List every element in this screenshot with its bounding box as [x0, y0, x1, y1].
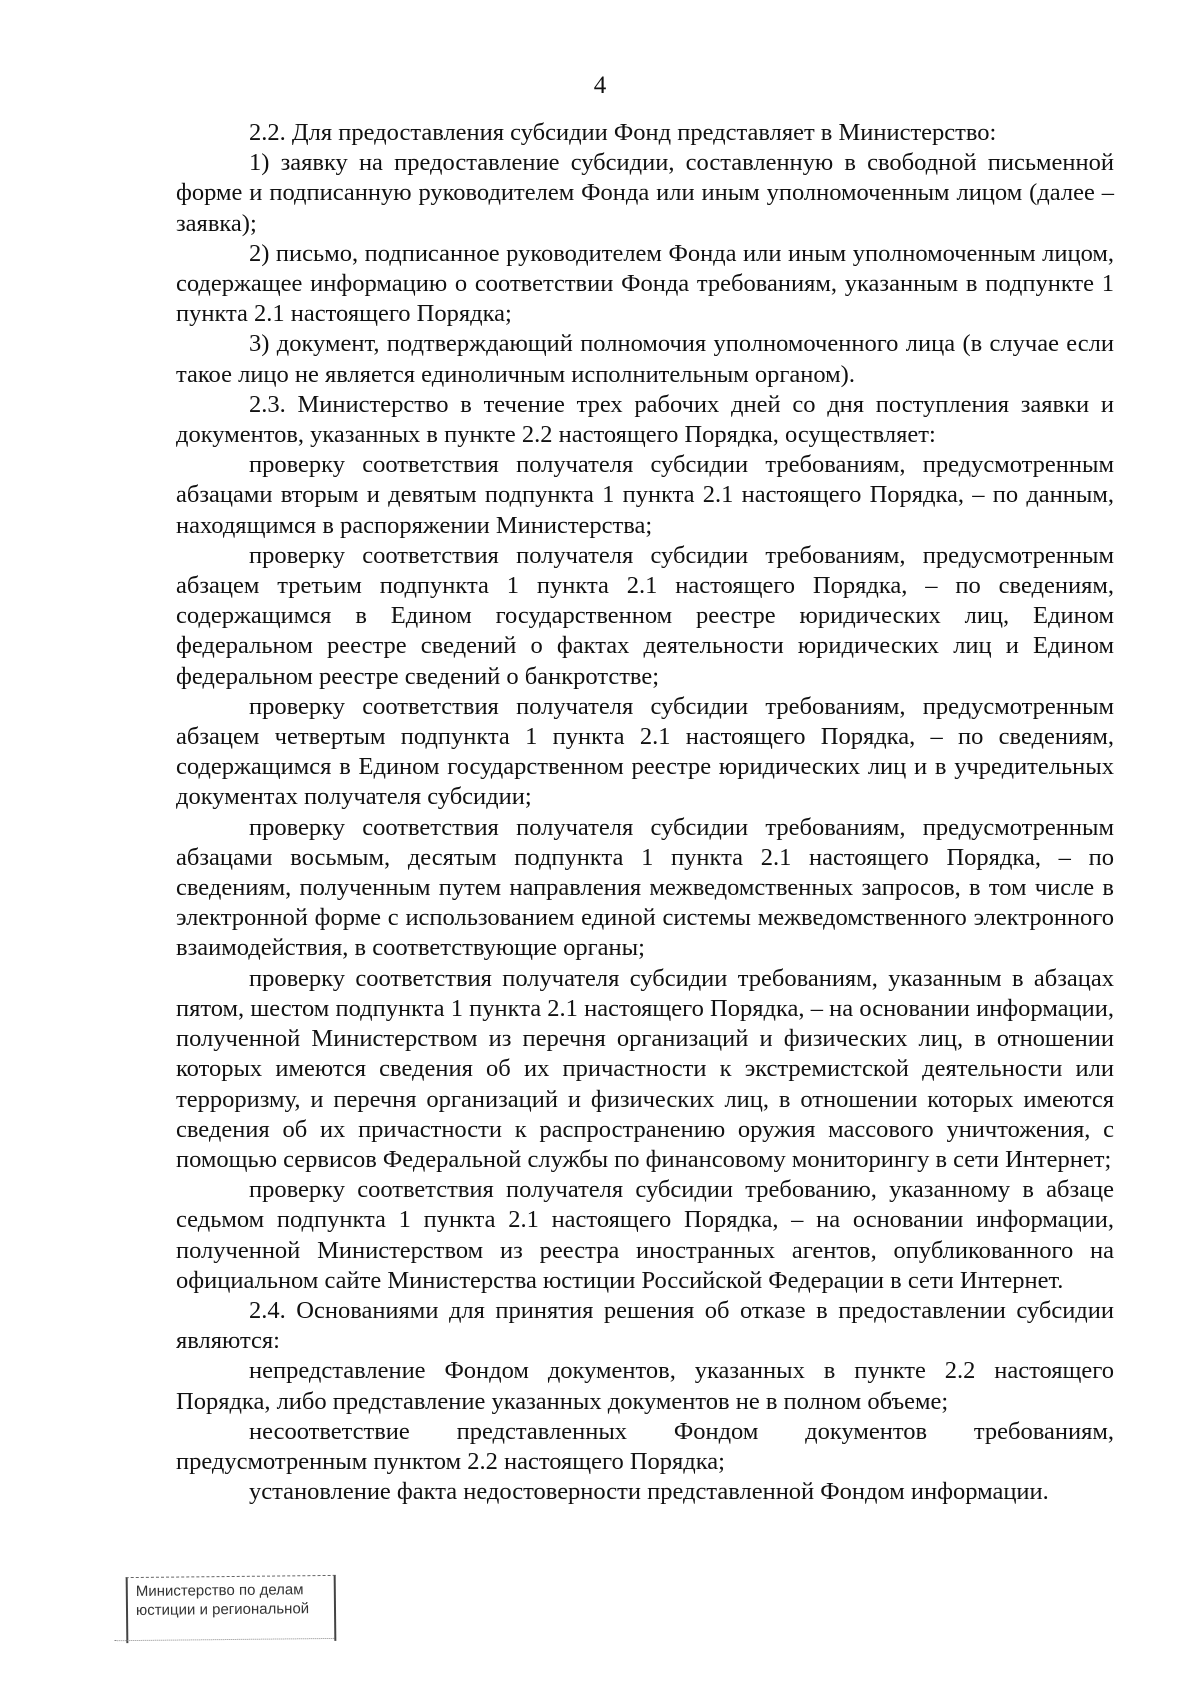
registration-stamp: [126, 1575, 337, 1643]
stamp-line-1: Министерство по делам: [135, 1581, 304, 1600]
paragraph-refusal-3: установление факта недостоверности представленной Фондом информации.: [249, 1478, 1049, 1506]
paragraph-check-2: проверку соответствия получателя субсидии требованиям, предусмотренным абзацем третьим подпункта 1 пункта 2.1 настоящего Порядка, – по сведениям, содержащимся в Едином государственном реестре юридических лиц, Едином федеральном реестре сведений о фактах деятельности юридических лиц и Едином федеральном реестре сведений о банкротстве;: [176, 541, 1114, 690]
paragraph-refusal-2: несоответствие представленных Фондом документов требованиям, предусмотренным пунктом 2.2 настоящего Порядка;: [176, 1417, 1114, 1475]
stamp-divider: [114, 1638, 334, 1641]
paragraph-item-3: 3) документ, подтверждающий полномочия уполномоченного лица (в случае если такое лицо не является единоличным исполнительным органом).: [176, 330, 1114, 388]
paragraph-check-5: проверку соответствия получателя субсидии требованиям, указанным в абзацах пятом, шестом подпункта 1 пункта 2.1 настоящего Порядка, – на основании информации, полученной Министерством из перечня организаций и физических лиц, в отношении которых имеются сведения об их причастности к экстремистской деятельности или терроризму, и перечня организаций и физических лиц, в отношении которых имеются сведения об их причастности к распространению оружия массового уничтожения, с помощью сервисов Федеральной службы по финансовому мониторингу в сети Интернет;: [176, 964, 1114, 1173]
stamp-line-2: юстиции и региональной: [135, 1600, 310, 1619]
paragraph-item-1: 1) заявку на предоставление субсидии, составленную в свободной письменной форме и подписанную руководителем Фонда или иным уполномоченным лицом (далее – заявка);: [176, 149, 1114, 237]
paragraph-check-3: проверку соответствия получателя субсидии требованиям, предусмотренным абзацем четвертым подпункта 1 пункта 2.1 настоящего Порядка, – по сведениям, содержащимся в Едином государственном реестре юридических лиц и в учредительных документах получателя субсидии;: [176, 692, 1114, 811]
paragraph-item-2: 2) письмо, подписанное руководителем Фонда или иным уполномоченным лицом, содержащее информацию о соответствии Фонда требованиям, указанным в подпункте 1 пункта 2.1 настоящего Порядка;: [176, 239, 1114, 328]
paragraph-2-3: 2.3. Министерство в течение трех рабочих дней со дня поступления заявки и документов, указанных в пункте 2.2 настоящего Порядка, осуществляет:: [176, 390, 1114, 449]
paragraph-refusal-1: непредставление Фондом документов, указанных в пункте 2.2 настоящего Порядка, либо представление указанных документов не в полном объеме;: [176, 1357, 1114, 1415]
paragraph-check-6: проверку соответствия получателя субсидии требованию, указанному в абзаце седьмом подпункта 1 пункта 2.1 настоящего Порядка, – на основании информации, полученной Министерством из реестра иностранных агентов, опубликованного на официальном сайте Министерства юстиции Российской Федерации в сети Интернет.: [176, 1176, 1114, 1294]
paragraph-2-4: 2.4. Основаниями для принятия решения об отказе в предоставлении субсидии являются:: [176, 1296, 1114, 1355]
document-body: [176, 118, 1114, 1507]
paragraph-check-4: проверку соответствия получателя субсидии требованиям, предусмотренным абзацами восьмым, десятым подпункта 1 пункта 2.1 настоящего Порядка, – по сведениям, полученным путем направления межведомственных запросов, в том числе в электронной форме с использованием единой системы межведомственного электронного взаимодействия, в соответствующие органы;: [176, 813, 1114, 962]
paragraph-check-1: проверку соответствия получателя субсидии требованиям, предусмотренным абзацами вторым и девятым подпункта 1 пункта 2.1 настоящего Порядка, – по данным, находящимся в распоряжении Министерства;: [176, 451, 1114, 539]
page-number: 4: [593, 72, 607, 99]
paragraph-2-2: 2.2. Для предоставления субсидии Фонд представляет в Министерство:: [249, 119, 997, 146]
